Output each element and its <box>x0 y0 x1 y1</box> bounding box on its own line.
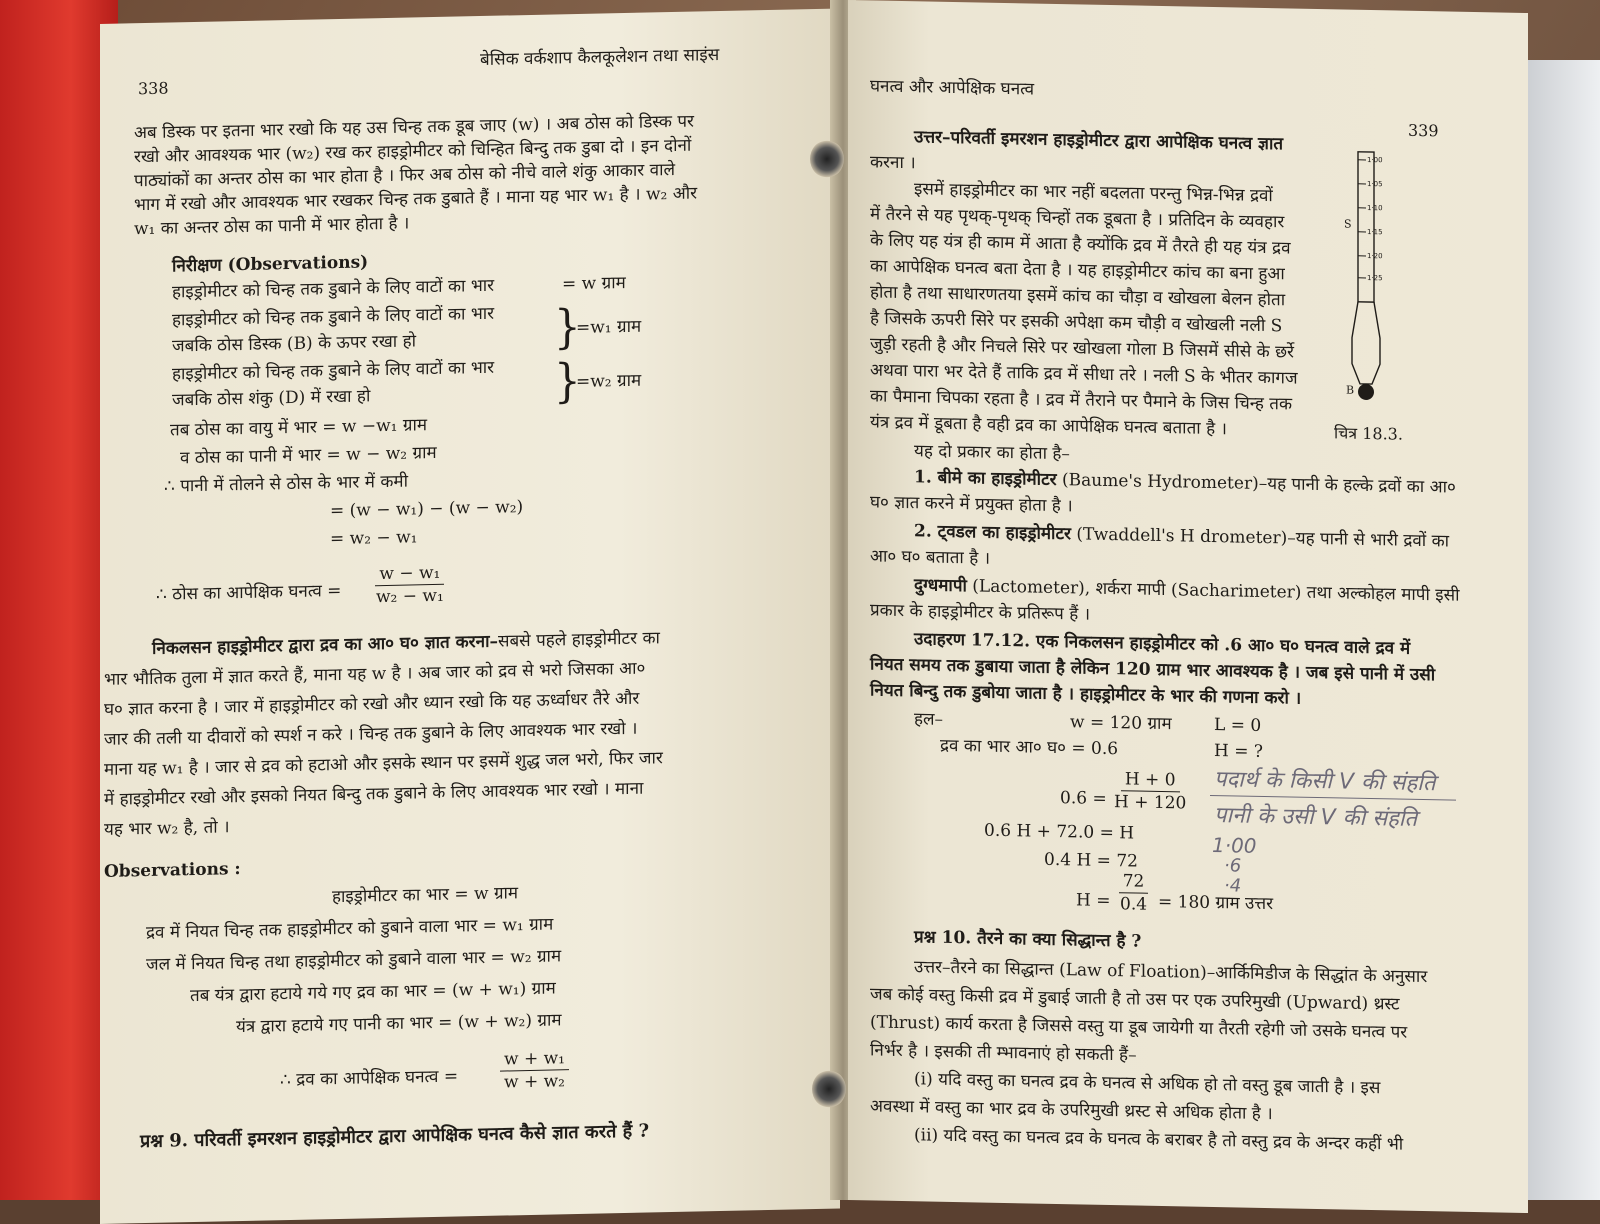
answer-line: का आपेक्षिक घनत्व बता देता है । यह हाइड्रोमीटर कांच का बना हुआ <box>870 256 1285 284</box>
rd-fraction <box>372 563 448 608</box>
final-answer: = 180 ग्राम उत्तर <box>1158 892 1273 915</box>
observations-en-heading: Observations : <box>104 859 241 882</box>
eq-fraction <box>1110 769 1190 814</box>
scale-label: 1·00 <box>1367 156 1383 164</box>
scale-label: 1·25 <box>1367 274 1383 282</box>
answer-line: होता है तथा साधारणतया इसमें कांच का चौड़ा व खोखला बेलन होता <box>870 282 1285 310</box>
solution-w: w = 120 ग्राम <box>1070 712 1172 734</box>
obs2-line: जल में नियत चिन्ह तथा हाइड्रोमीटर को डुबाने वाला भार = w₂ ग्राम <box>146 946 561 975</box>
eq-denominator: H + 120 <box>1110 791 1190 814</box>
answer-line: में तैरने से यह पृथक्-पृथक् चिन्हों तक डूबता है । प्रतिदिन के व्यवहार <box>870 204 1284 232</box>
solution-l: L = 0 <box>1214 715 1261 736</box>
lactometer-title: दुग्धमापी <box>914 575 967 596</box>
type1-desc: (Baume's Hydrometer)–यह पानी के हल्के द्रवों का आ० <box>1062 470 1456 498</box>
types-intro: यह दो प्रकार का होता है– <box>914 441 1070 464</box>
obs2-line: तब यंत्र द्वारा हटाये गये गए द्रव का भार = (w + w₁) ग्राम <box>190 978 556 1006</box>
nicholson-line: जार की तली या दीवारों को स्पर्श न करे । चिन्ह तक डुबाने के लिए आवश्यक भार रखो । <box>104 719 637 751</box>
solution-h: H = ? <box>1214 741 1263 762</box>
binding-hole <box>810 140 844 178</box>
answer-line: करना । <box>870 152 916 173</box>
figure-caption: चित्र 18.3. <box>1334 423 1403 444</box>
eq-numerator: H + 0 <box>1121 769 1180 792</box>
nicholson-paragraph <box>152 628 660 659</box>
hydrometer-figure <box>1338 147 1408 418</box>
obs-line: हाइड्रोमीटर को चिन्ह तक डुबाने के लिए वाटों का भार <box>172 304 494 331</box>
calc-line: व ठोस का पानी में भार = w − w₂ ग्राम <box>180 443 437 469</box>
nicholson-line: यह भार w₂ है, तो । <box>104 817 230 840</box>
rd-numerator: w − w₁ <box>375 563 444 586</box>
handwritten-note: पदार्थ के किसी V की संहति <box>1214 763 1435 797</box>
nicholson-heading: निकलसन हाइड्रोमीटर द्वारा द्रव का आ० घ० ज्ञात करना– <box>152 632 498 659</box>
nicholson-line: घ० ज्ञात करना है । जार में हाइड्रोमीटर को रखो और ध्यान रखो कि यह ऊर्ध्वाधर तैरे और <box>104 689 639 721</box>
obs-line: हाइड्रोमीटर को चिन्ह तक डुबाने के लिए वाटों का भार <box>172 276 494 303</box>
nicholson-line: भार भौतिक तुला में ज्ञात करते हैं, माना यह w है । अब जार को द्रव से भरो जिसका आ० <box>104 659 645 691</box>
type1 <box>914 467 1456 498</box>
question-10: प्रश्न 10. तैरने का क्या सिद्धान्त है ? <box>914 927 1141 952</box>
page-number-left: 338 <box>138 79 169 99</box>
binding-hole <box>812 1070 846 1108</box>
type1-title: 1. बीमे का हाइड्रोमीटर <box>914 467 1057 490</box>
intro-line: अब डिस्क पर इतना भार रखो कि यह उस चिन्ह तक डूब जाए (w) । अब ठोस को डिस्क पर <box>134 112 694 144</box>
lactometer-cont: प्रकार के हाइड्रोमीटर के प्रतिरूप हैं । <box>870 600 1090 625</box>
type2-cont: आ० घ० बताता है । <box>870 546 990 569</box>
solution-rd: द्रव का भार आ० घ० = 0.6 <box>940 736 1118 760</box>
obs-value: = w ग्राम <box>562 273 626 295</box>
final-denominator: 0.4 <box>1116 893 1151 915</box>
intro-line: रखो और आवश्यक भार (w₂) रख कर हाइड्रोमीटर को चिन्हित बिन्दु तक डुबा दो । इन दोनों <box>134 136 691 168</box>
final-left: H = <box>1076 890 1110 911</box>
solution-step: 0.4 H = 72 <box>1044 850 1138 872</box>
answer-line: के लिए यह यंत्र ही काम में आता है क्योंकि द्रव में तैरते ही यह यंत्र द्रव <box>870 230 1291 258</box>
calc-line: तब ठोस का वायु में भार = w −w₁ ग्राम <box>170 415 427 441</box>
solution-step: 0.6 H + 72.0 = H <box>984 821 1134 844</box>
answer-line: उत्तर–परिवर्ती इमरशन हाइड्रोमीटर द्वारा आपेक्षिक घनत्व ज्ञात <box>914 127 1283 154</box>
type2 <box>914 521 1449 552</box>
answer-line: जुड़ी रहती है और निचले सिरे पर खोखला गोला B जिसमें सीसे के छर्रे <box>870 334 1294 363</box>
answer10-line: (Thrust) कार्य करता है जिससे वस्तु या डूब जायेगी या तैरती रहेगी जो उसके घनत्व पर <box>870 1012 1407 1043</box>
question-9: प्रश्न 9. परिवर्ती इमरशन हाइड्रोमीटर द्वारा आपेक्षिक घनत्व कैसे ज्ञात करते हैं ? <box>140 1121 649 1153</box>
rd2-fraction <box>500 1048 569 1092</box>
answer10-line: निर्भर है । इसकी ती म्भावनाएं हो सकती हैं– <box>870 1040 1137 1066</box>
observations-heading: निरीक्षण (Observations) <box>172 252 368 277</box>
nicholson-line: माना यह w₁ है । जार से द्रव को हटाओ और इसके स्थान पर इसमें शुद्ध जल भरो, फिर जार <box>104 748 663 780</box>
scale-label: 1·20 <box>1367 252 1383 260</box>
obs2-line: हाइड्रोमीटर का भार = w ग्राम <box>332 883 518 907</box>
rd2-label: ∴ द्रव का आपेक्षिक घनत्व = <box>280 1066 458 1090</box>
answer-line: अथवा पारा भर देते हैं ताकि द्रव में सीधा तरे । नली S के भीतर कागज <box>870 360 1298 389</box>
answer-line: है जिसके ऊपरी सिरे पर इसकी अपेक्षा कम चौड़ी व खोखली नली S <box>870 308 1282 336</box>
answer-line: का पैमाना चिपका रहता है । द्रव में तैराने पर पैमाने के जिस चिन्ह तक <box>870 386 1292 414</box>
example-line: नियत समय तक डुबाया जाता है लेकिन 120 ग्राम भार आवश्यक है । जब इसे पानी में उसी <box>870 654 1435 685</box>
lactometer-desc: (Lactometer), शर्करा मापी (Sacharimeter) तथा अल्कोहल मापी इसी <box>972 576 1459 605</box>
type1-cont: घ० ज्ञात करने में प्रयुक्त होता है । <box>870 492 1073 516</box>
answer10-line: (ii) यदि वस्तु का घनत्व द्रव के घनत्व के बराबर है तो वस्तु द्रव के अन्दर कहीं भी <box>914 1125 1403 1155</box>
intro-line: पाठ्यांकों का अन्तर ठोस का भार होता है । फिर अब ठोस को नीचे वाले शंकु आकार वाले <box>134 160 675 192</box>
rd2-denominator: w + w₂ <box>500 1070 569 1092</box>
scale-label: 1·10 <box>1367 204 1383 212</box>
obs2-line: द्रव में नियत चिन्ह तक हाइड्रोमीटर को डुबाने वाला भार = w₁ ग्राम <box>146 915 553 944</box>
type2-desc: (Twaddell's H drometer)–यह पानी से भारी द्रवों का <box>1076 524 1449 551</box>
handwritten-note: ·4 <box>1224 875 1241 896</box>
label-s: S <box>1344 218 1352 231</box>
lactometer <box>914 575 1460 606</box>
calc-line: ∴ पानी में तोलने से ठोस के भार में कमी <box>164 472 408 498</box>
obs-line: जबकि ठोस डिस्क (B) के ऊपर रखा हो <box>172 331 416 357</box>
type2-title: 2. ट्वडल का हाइड्रोमीटर <box>914 521 1071 544</box>
obs-value: =w₂ ग्राम <box>576 371 641 393</box>
intro-line: भाग में रखो और आवश्यक भार रखकर चिन्ह तक डुबाते हैं । माना यह भार w₁ है । w₂ और <box>134 183 697 215</box>
obs-value: =w₁ ग्राम <box>576 317 641 339</box>
obs-line: हाइड्रोमीटर को चिन्ह तक डुबाने के लिए वाटों का भार <box>172 358 494 385</box>
brace: } <box>554 358 581 405</box>
final-fraction <box>1116 871 1151 915</box>
handwritten-note: 1·00 <box>1212 833 1257 858</box>
handwritten-note: पानी के उसी V की संहति <box>1214 799 1417 833</box>
rd-denominator: w₂ − w₁ <box>372 585 448 608</box>
page-number-right: 339 <box>1408 121 1439 141</box>
obs2-line: यंत्र द्वारा हटाये गए पानी का भार = (w + w₂) ग्राम <box>236 1010 562 1037</box>
answer-line: यंत्र द्रव में डूबता है वही द्रव का आपेक्षिक घनत्व बताता है । <box>870 412 1227 439</box>
handwritten-note: ·6 <box>1224 855 1241 876</box>
rd-label: ∴ ठोस का आपेक्षिक घनत्व = <box>156 581 341 605</box>
answer10-line: अवस्था में वस्तु का भार द्रव के उपरिमुखी थ्रस्ट से अधिक होता है । <box>870 1096 1273 1124</box>
nicholson-line: सबसे पहले हाइड्रोमीटर का <box>498 628 660 651</box>
calc-line: = (w − w₁) − (w − w₂) <box>330 497 523 521</box>
calc-line: = w₂ − w₁ <box>330 527 417 549</box>
right-page <box>848 0 1528 1213</box>
example-line: उदाहरण 17.12. एक निकलसन हाइड्रोमीटर को .6 आ० घ० घनत्व वाले द्रव में <box>914 629 1410 659</box>
page-header-left: बेसिक वर्कशाप कैलकूलेशन तथा साइंस <box>480 45 719 70</box>
intro-line: w₁ का अन्तर ठोस का पानी में भार होता है । <box>134 214 409 240</box>
page-header-right: घनत्व और आपेक्षिक घनत्व <box>870 76 1034 100</box>
eq-left: 0.6 = <box>1060 788 1107 809</box>
scale-label: 1·15 <box>1367 228 1383 236</box>
answer10-line: उत्तर–तैरने का सिद्धान्त (Law of Floation)–आर्किमिडीज के सिद्धांत के अनुसार <box>914 957 1427 987</box>
scale-label: 1·05 <box>1367 180 1383 188</box>
background-object <box>1520 60 1600 1200</box>
answer-line: इसमें हाइड्रोमीटर का भार नहीं बदलता परन्तु भिन्न-भिन्न द्रवों <box>914 179 1273 206</box>
solution-hal: हल– <box>914 709 943 730</box>
rd2-numerator: w + w₁ <box>500 1048 569 1071</box>
left-page <box>100 8 840 1224</box>
answer10-line: (i) यदि वस्तु का घनत्व द्रव के घनत्व से अधिक हो तो वस्तु डूब जाती है । इस <box>914 1069 1380 1098</box>
example-line: नियत बिन्दु तक डुबोया जाता है । हाइड्रोमीटर के भार की गणना करो । <box>870 680 1301 709</box>
answer10-line: जब कोई वस्तु किसी द्रव में डुबाई जाती है तो उस पर एक उपरिमुखी (Upward) थ्रस्ट <box>870 984 1400 1015</box>
brace: } <box>554 304 581 351</box>
obs-line: जबकि ठोस शंकु (D) में रखा हो <box>172 386 370 411</box>
final-numerator: 72 <box>1119 871 1149 894</box>
nicholson-line: में हाइड्रोमीटर रखो और इसको नियत बिन्दु तक डुबाने के लिए आवश्यक भार रखो । माना <box>104 779 643 811</box>
label-b: B <box>1346 384 1354 397</box>
